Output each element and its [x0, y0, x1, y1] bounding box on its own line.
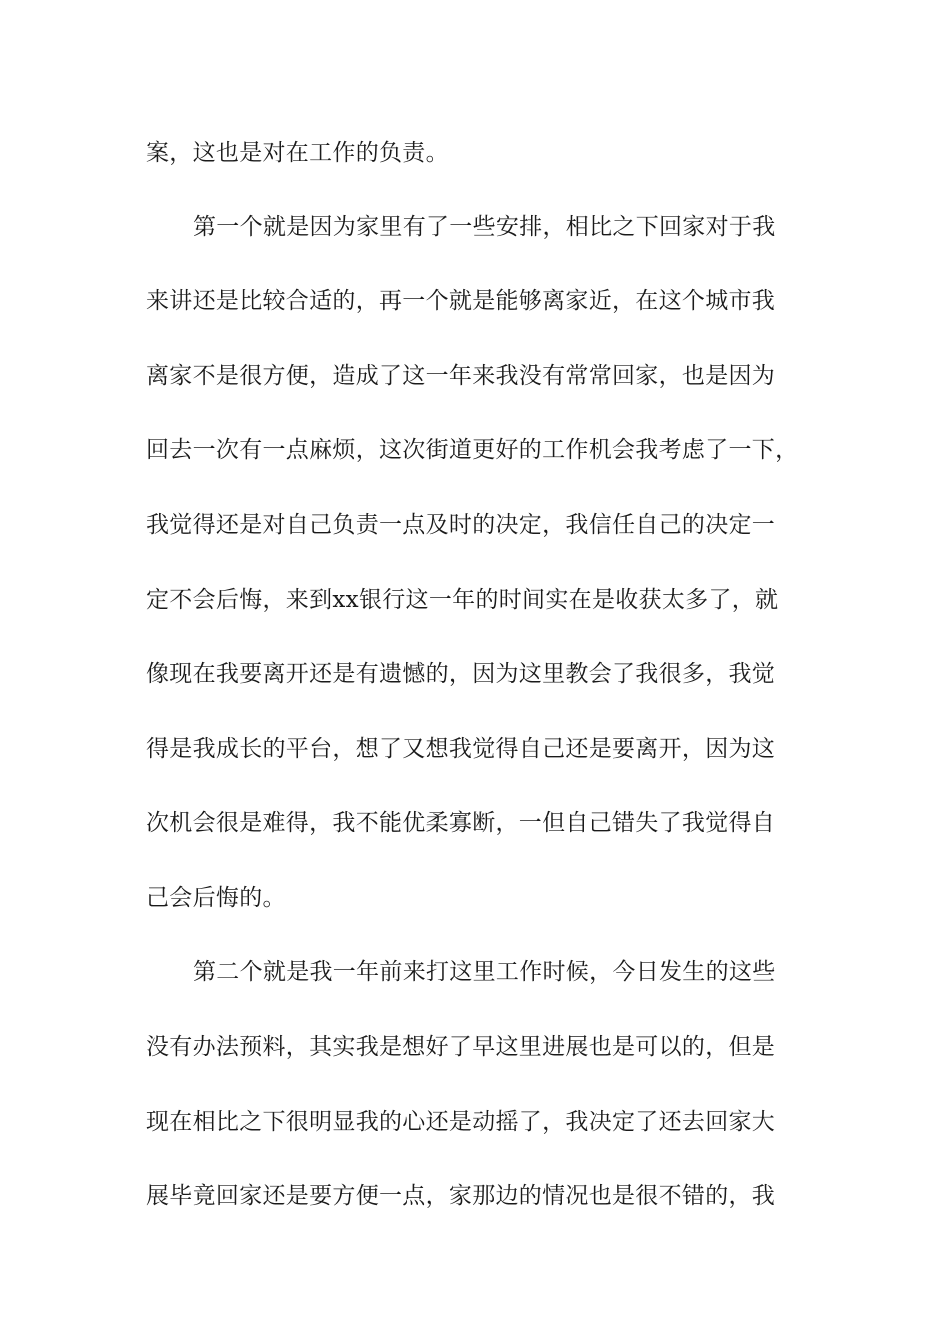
text-line: 己会后悔的。	[146, 885, 286, 911]
text-line: 来讲还是比较合适的，再一个就是能够离家近，在这个城市我	[146, 288, 776, 314]
text-line: 回去一次有一点麻烦，这次街道更好的工作机会我考虑了一下，	[146, 437, 799, 463]
paragraph-first-line: 第一个就是因为家里有了一些安排，相比之下回家对于我	[193, 214, 776, 240]
text-line: 没有办法预料，其实我是想好了早这里进展也是可以的，但是	[146, 1034, 776, 1060]
text-line: 定不会后悔，来到xx银行这一年的时间实在是收获太多了，就	[146, 587, 779, 613]
paragraph-first-line: 第二个就是我一年前来打这里工作时候，今日发生的这些	[193, 959, 776, 985]
text-line: 案，这也是对在工作的负责。	[146, 140, 449, 166]
text-line: 展毕竟回家还是要方便一点，家那边的情况也是很不错的，我	[146, 1183, 776, 1209]
text-line: 得是我成长的平台，想了又想我觉得自己还是要离开，因为这	[146, 736, 776, 762]
text-line: 我觉得还是对自己负责一点及时的决定，我信任自己的决定一	[146, 512, 776, 538]
text-line: 现在相比之下很明显我的心还是动摇了，我决定了还去回家大	[146, 1109, 776, 1135]
text-line: 次机会很是难得，我不能优柔寡断，一但自己错失了我觉得自	[146, 810, 776, 836]
text-line: 像现在我要离开还是有遗憾的，因为这里教会了我很多，我觉	[146, 661, 776, 687]
text-line: 离家不是很方便，造成了这一年来我没有常常回家，也是因为	[146, 363, 776, 389]
